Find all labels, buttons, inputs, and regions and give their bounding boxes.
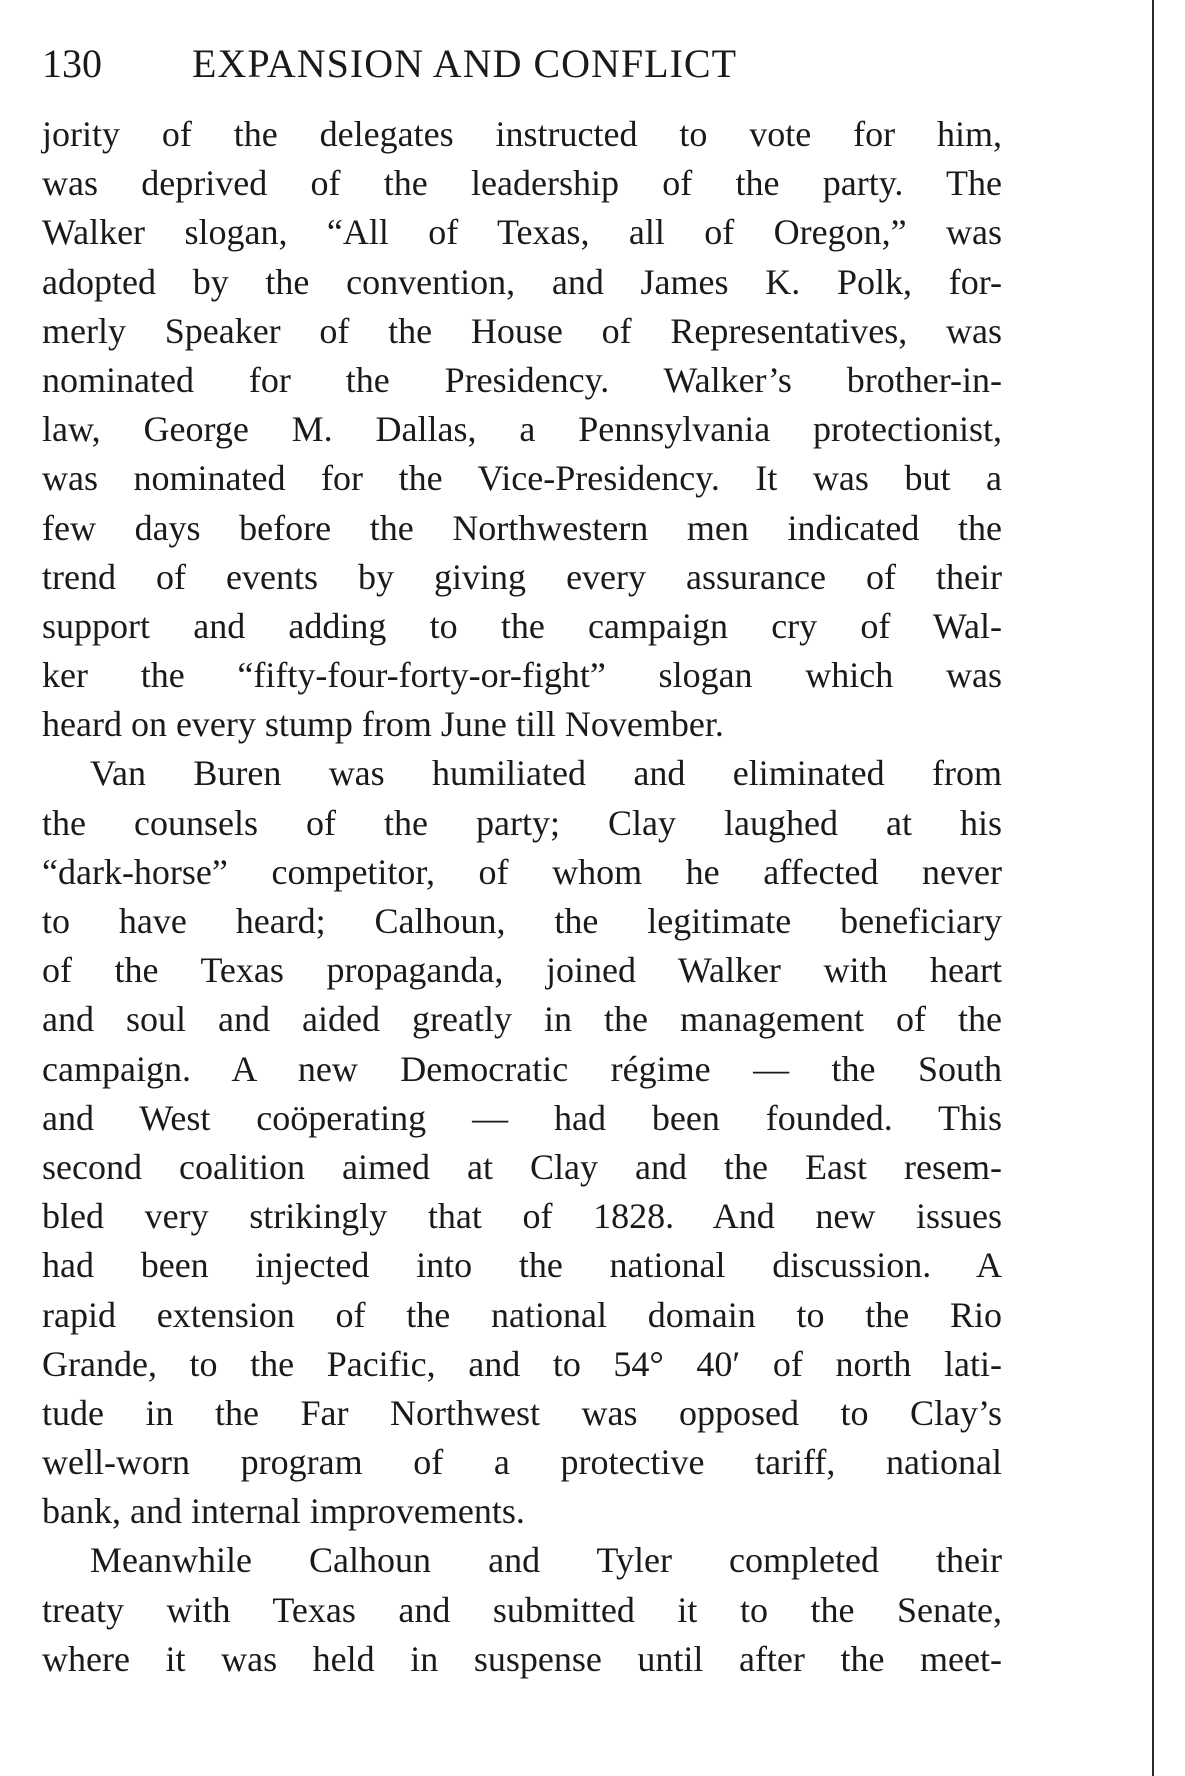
page-number: 130 — [42, 41, 102, 86]
running-title: EXPANSION AND CONFLICT — [192, 41, 738, 86]
text-line: to have heard; Calhoun, the legitimate beneficiary — [42, 901, 1002, 941]
text-line: law, George M. Dallas, a Pennsylvania protectionist, — [42, 409, 1002, 450]
paragraph-end-line: heard on every stump from June till November. — [42, 704, 724, 745]
text-line: had been injected into the national discussion. A — [42, 1245, 1002, 1286]
text-line: jority of the delegates instructed to vote for him, — [42, 114, 1002, 154]
text-line: well-worn program of a protective tariff, national — [42, 1442, 1002, 1483]
text-line: bled very strikingly that of 1828. And new issues — [42, 1196, 1002, 1237]
text-line: few days before the Northwestern men indicated the — [42, 507, 1002, 548]
text-line: adopted by the convention, and James K. Polk, for- — [42, 261, 1002, 302]
text-line: tude in the Far Northwest was opposed to Clay’s — [42, 1392, 1002, 1433]
text-line: was nominated for the Vice-Presidency. It was but a — [42, 458, 1002, 499]
text-line: of the Texas propaganda, joined Walker with heart — [42, 950, 1002, 991]
text-line: ker the “fifty-four-forty-or-fight” slogan which was — [42, 655, 1002, 696]
text-line: “dark-horse” competitor, of whom he affected never — [42, 851, 1002, 892]
text-line: treaty with Texas and submitted it to the Senate, — [42, 1589, 1002, 1630]
body-text — [42, 110, 1002, 1684]
text-line: was deprived of the leadership of the party. The — [42, 163, 1002, 204]
text-line: rapid extension of the national domain to the Rio — [42, 1294, 1002, 1335]
text-line: and soul and aided greatly in the management of the — [42, 999, 1002, 1040]
text-line: where it was held in suspense until after the meet- — [42, 1638, 1002, 1679]
text-line: merly Speaker of the House of Representatives, was — [42, 310, 1002, 351]
text-line: Grande, to the Pacific, and to 54° 40′ of north lati- — [42, 1343, 1002, 1384]
text-line: support and adding to the campaign cry of Wal- — [42, 605, 1002, 646]
paragraph-start-line: Meanwhile Calhoun and Tyler completed their — [90, 1540, 1002, 1581]
text-line: Walker slogan, “All of Texas, all of Oregon,” was — [42, 212, 1002, 253]
text-line: the counsels of the party; Clay laughed at his — [42, 802, 1002, 843]
text-line: nominated for the Presidency. Walker’s brother-in- — [42, 359, 1002, 400]
text-line: and West coöperating — had been founded. This — [42, 1097, 1002, 1138]
paragraph-end-line: bank, and internal improvements. — [42, 1491, 525, 1532]
running-head — [42, 36, 1002, 92]
scan-edge-line — [1152, 0, 1154, 1776]
text-line: second coalition aimed at Clay and the East resem- — [42, 1146, 1002, 1187]
text-line: campaign. A new Democratic régime — the South — [42, 1048, 1002, 1089]
text-line: trend of events by giving every assurance of their — [42, 556, 1002, 597]
paragraph-start-line: Van Buren was humiliated and eliminated from — [90, 753, 1002, 794]
